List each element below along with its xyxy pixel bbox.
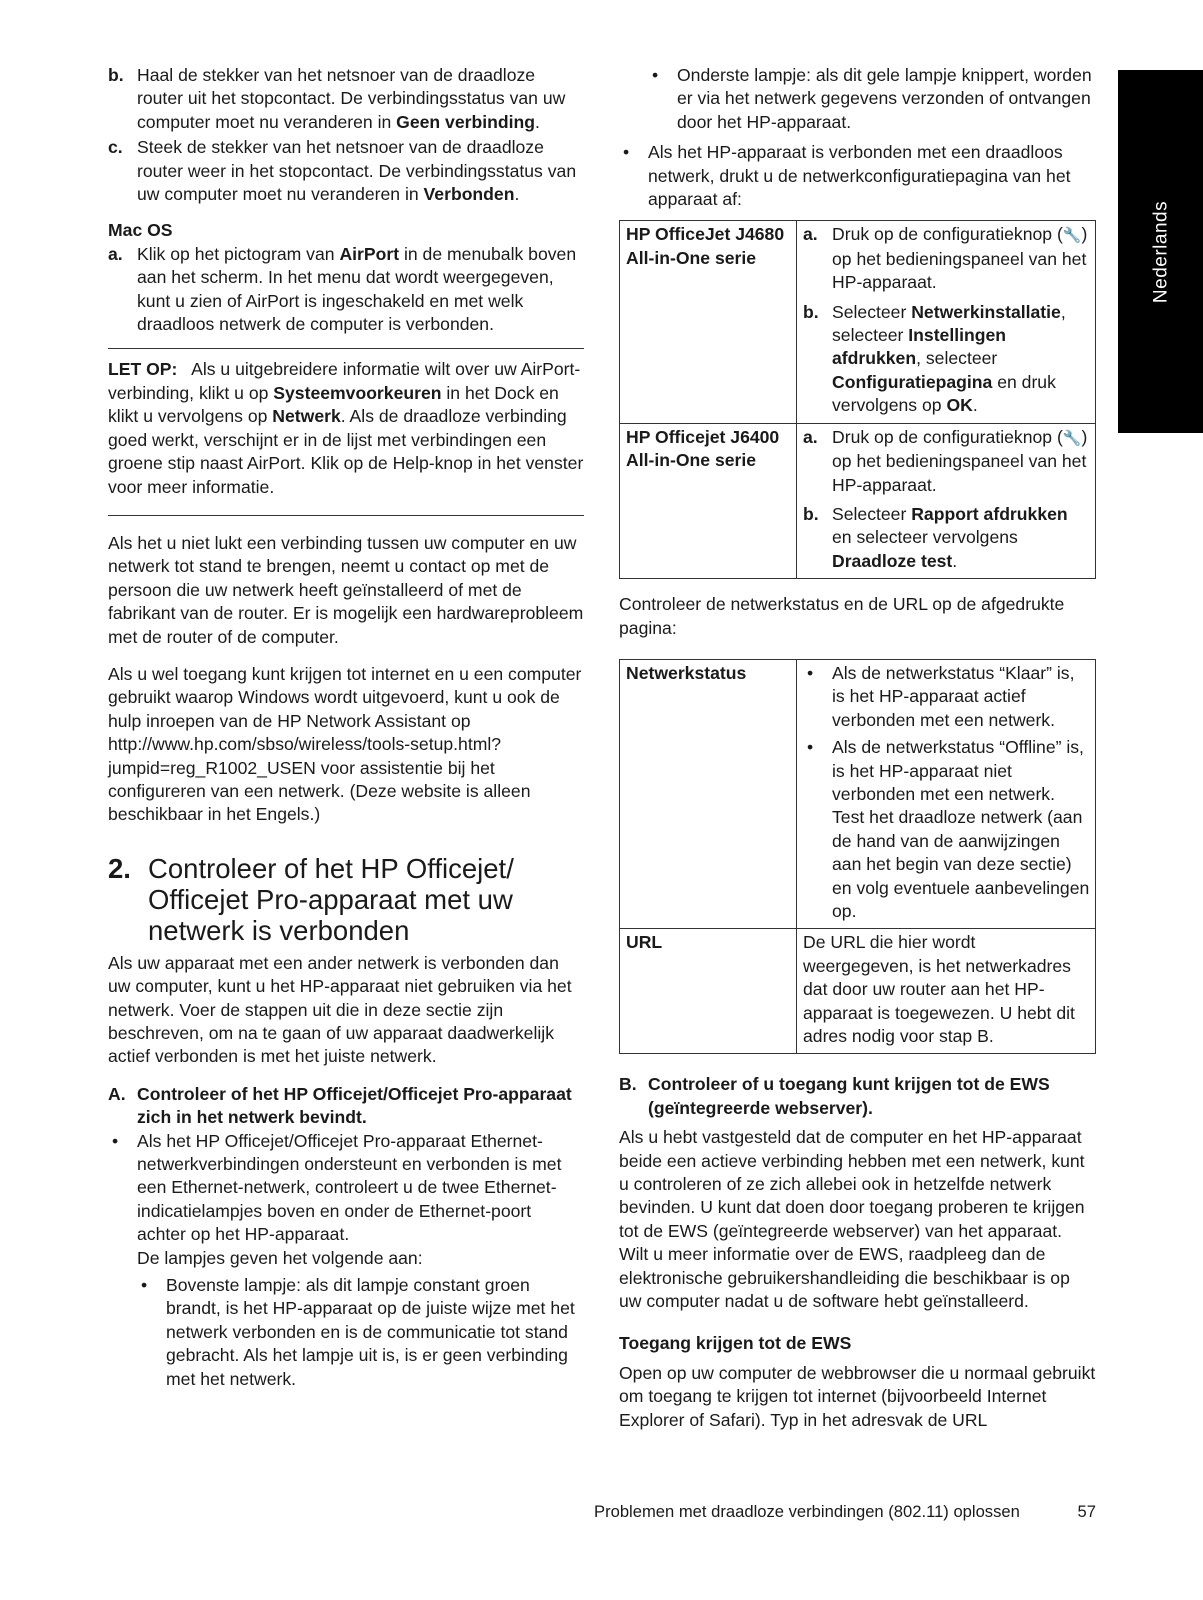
- page-number: 57: [1077, 1502, 1096, 1521]
- status-bullet-ready: [803, 662, 1090, 732]
- config-row-j6400: [620, 423, 1096, 578]
- sub-a-title: Controleer of het HP Officejet/Officejet Pro-apparaat zich in het netwerk bevindt.: [137, 1083, 572, 1128]
- sub-b-heading: [619, 1073, 1096, 1120]
- step-c-label: c.: [108, 137, 123, 158]
- step-b-bold-2: Instellingen afdrukken: [832, 325, 1007, 369]
- step-b-bold: Geen verbinding: [396, 111, 535, 132]
- step-a-text-end: ) op het bedieningspaneel van het HP-apparaat.: [832, 426, 1088, 495]
- steps-j6400: [797, 423, 1096, 578]
- sub-a-heading: [108, 1083, 584, 1130]
- config-row-j4680: [620, 221, 1096, 423]
- sub-b-text: Als u hebt vastgesteld dat de computer en het HP-apparaat beide een actieve verbinding hebben met een netwerk, kunt u controleren of ze zich allebei ook in hetzelfde netwerk bevinden. U kunt dat doen door toegang proberen te krijgen tot de EWS (geïntegreerde webserver) van het apparaat. Wilt u meer informatie over de EWS, raadpleeg dan de elektronische gebruikershandleiding die beschikbaar is op uw computer nadat u de software hebt geïnstalleerd.: [619, 1127, 1085, 1312]
- mac-step-a-rest: in de menubalk boven aan het scherm. In het menu dat wordt weergegeven, kunt u zien of AirPort is ingeschakeld en met welk draadloos netwerk de computer is verbonden.: [137, 243, 577, 335]
- note-bold-1: Systeemvoorkeuren: [273, 382, 442, 403]
- status-table: [619, 659, 1096, 1055]
- step-b-text-5: .: [972, 395, 978, 416]
- step-b-bold-2: Draadloze test: [832, 550, 953, 571]
- step-c-bold: Verbonden: [423, 184, 515, 205]
- sub-bullet-bottom-light: [648, 64, 1096, 134]
- status-offline-text: Als de netwerkstatus “Offline” is, is het HP-apparaat niet verbonden met een netwerk. Test het draadloze netwerk (aan de hand van de aanwijzingen aan het begin van deze sectie) en volg eventuele aanbevelingen op.: [832, 737, 1090, 921]
- step-b-text-4: en druk vervolgens op: [832, 371, 1056, 416]
- macos-heading: Mac OS: [108, 220, 173, 241]
- note-text-1: Als u uitgebreidere informatie wilt over uw AirPort-verbinding, klikt u op: [108, 359, 581, 403]
- step-b-label: b.: [803, 301, 819, 322]
- model-j6400: HP Officejet J6400 All-in-One serie: [620, 423, 797, 578]
- model-j4680: HP OfficeJet J4680 All-in-One serie: [620, 221, 797, 423]
- section-title-text: Controleer of het HP Officejet/ Officejet Pro-apparaat met uw netwerk is verbonden: [148, 852, 514, 946]
- language-tab: [1118, 70, 1203, 433]
- status-values: [797, 659, 1096, 928]
- section-intro: Als uw apparaat met een ander netwerk is verbonden dan uw computer, kunt u het HP-apparaat niet gebruiken via het netwerk. Voer de stappen uit die in deze sectie zijn beschreven, om na te gaan of uw apparaat daadwerkelijk actief verbonden is met het juiste netwerk.: [108, 952, 572, 1067]
- wrench-icon: 🔧: [1062, 227, 1082, 245]
- bullet-wireless: [619, 141, 1096, 211]
- step-a-text: Druk op de configuratieknop (: [832, 224, 1063, 245]
- bullet-ethernet: [108, 1130, 584, 1270]
- sub-b-title: Controleer of u toegang kunt krijgen tot de EWS (geïntegreerde webserver).: [648, 1074, 1050, 1118]
- url-row: [620, 929, 1096, 1054]
- step-b-text-2: , selecteer: [832, 301, 1066, 346]
- sub-bullet-top-light: [137, 1274, 584, 1391]
- right-column: [619, 64, 1096, 1432]
- step-b-bold-3: Configuratiepagina: [832, 371, 993, 392]
- paragraph-contact: Als het u niet lukt een verbinding tussen uw computer en uw netwerk tot stand te brengen, neemt u contact op met de persoon die uw netwerk heeft geïnstalleerd of met de fabrikant van de router. Er is mogelijk een hardwareprobleem met de router of de computer.: [108, 532, 584, 647]
- step-b-label: b.: [803, 503, 819, 524]
- status-ready-text: Als de netwerkstatus “Klaar” is, is het HP-apparaat actief verbonden met een netwerk.: [832, 662, 1075, 730]
- status-bullet-offline: [803, 736, 1090, 923]
- mac-step-a-bold: AirPort: [339, 243, 400, 264]
- step-c-end: .: [514, 184, 520, 205]
- step-a-text-end: ) op het bedieningspaneel van het HP-apparaat.: [832, 224, 1088, 293]
- status-label: Netwerkstatus: [620, 659, 797, 928]
- section-number: 2.: [108, 852, 131, 884]
- step-b-label: b.: [108, 65, 124, 85]
- step-b-bold-1: Netwerkinstallatie: [911, 301, 1061, 322]
- note-text-3: . Als de draadloze verbinding goed werkt, verschijnt er in de lijst met verbindingen een groene stip naast AirPort. Klik op de Help-knop in het venster voor meer informatie.: [108, 406, 584, 497]
- step-b-text-1: Selecteer: [832, 301, 912, 322]
- step-b-text-3: .: [952, 550, 958, 571]
- paragraph-network-assistant: Als u wel toegang kunt krijgen tot internet en u een computer gebruikt waarop Windows wordt uitgevoerd, kunt u ook de hulp inroepen van de HP Network Assistant op http://www.hp.com/sbso/wireless/tools-setup.html?jumpid=reg_R1002_USEN voor assistentie bij het configureren van een netwerk. (Deze website is alleen beschikbaar in het Engels.): [108, 663, 582, 825]
- note-label: LET OP:: [108, 359, 178, 380]
- step-c-text: Steek de stekker van het netsnoer van de draadloze router weer in het stopcontact. De verbindingsstatus van uw computer moet nu veranderen in: [137, 137, 577, 205]
- sub-b-label: B.: [619, 1074, 637, 1095]
- sub-bullet-bottom-light-text: Onderste lampje: als dit gele lampje knippert, worden er via het netwerk gegevens verzonden of ontvangen door het HP-apparaat.: [677, 65, 1092, 132]
- step-a-text: Druk op de configuratieknop (: [832, 426, 1063, 447]
- status-row: [620, 659, 1096, 928]
- step-b-end: .: [535, 111, 540, 132]
- note-bold-2: Netwerk: [272, 406, 341, 427]
- step-b: [108, 64, 584, 134]
- bullet-wireless-text: Als het HP-apparaat is verbonden met een draadloos netwerk, drukt u de netwerkconfiguratiepagina van het apparaat af:: [648, 142, 1071, 210]
- note-box: [108, 348, 584, 515]
- step-b-bold-1: Rapport afdrukken: [911, 503, 1068, 524]
- left-column: [108, 64, 584, 1391]
- steps-j4680: [797, 221, 1096, 423]
- step-b-text-1: Selecteer: [832, 503, 912, 524]
- step-b-text-3: , selecteer: [916, 348, 998, 369]
- section-2-title: [108, 853, 584, 946]
- bullet-ethernet-cont: De lampjes geven het volgende aan:: [137, 1247, 423, 1268]
- sub-a-label: A.: [108, 1083, 126, 1104]
- step-b-text: Haal de stekker van het netsnoer van de draadloze router uit het stopcontact. De verbindingsstatus van uw computer moet nu veranderen in: [137, 65, 566, 132]
- step-a-label: a.: [803, 426, 818, 447]
- ews-text: Open op uw computer de webbrowser die u normaal gebruikt om toegang te krijgen tot internet (bijvoorbeeld Internet Explorer of Safari). Typ in het adresvak de URL: [619, 1362, 1096, 1430]
- url-text: De URL die hier wordt weergegeven, is het netwerkadres dat door uw router aan het HP-apparaat is toegewezen. U hebt dit adres nodig voor stap B.: [797, 929, 1096, 1054]
- step-b-text-2: en selecteer vervolgens: [832, 527, 1018, 548]
- sub-bullet-top-light-text: Bovenste lampje: als dit lampje constant groen brandt, is het HP-apparaat op de juiste wijze met het netwerk verbonden en is de communicatie tot stand gebracht. Als het lampje uit is, is er geen verbinding met het netwerk.: [166, 1275, 575, 1389]
- footer-title: Problemen met draadloze verbindingen (802.11) oplossen: [594, 1502, 1020, 1521]
- mac-step-a: [108, 243, 584, 337]
- step-a-label: a.: [803, 224, 818, 245]
- step-c: [108, 136, 584, 206]
- url-label: URL: [620, 929, 797, 1054]
- mac-step-a-text: Klik op het pictogram van: [137, 243, 340, 264]
- mac-step-a-label: a.: [108, 243, 123, 264]
- wrench-icon: 🔧: [1062, 429, 1082, 447]
- ews-heading: Toegang krijgen tot de EWS: [619, 1332, 852, 1353]
- step-b-bold-4: OK: [946, 395, 973, 416]
- config-table: [619, 220, 1096, 579]
- note-text-2: in het Dock en klikt u vervolgens op: [108, 382, 559, 427]
- check-text: Controleer de netwerkstatus en de URL op de afgedrukte pagina:: [619, 594, 1065, 638]
- page-footer: [594, 1500, 1096, 1523]
- language-tab-label: Nederlands: [1149, 200, 1171, 303]
- bullet-ethernet-text: Als het HP Officejet/Officejet Pro-apparaat Ethernet-netwerkverbindingen ondersteunt en verbonden is met een Ethernet-netwerk, controleert u de twee Ethernet-indicatielampjes boven en onder de Ethernet-poort achter op het HP-apparaat.: [137, 1130, 562, 1245]
